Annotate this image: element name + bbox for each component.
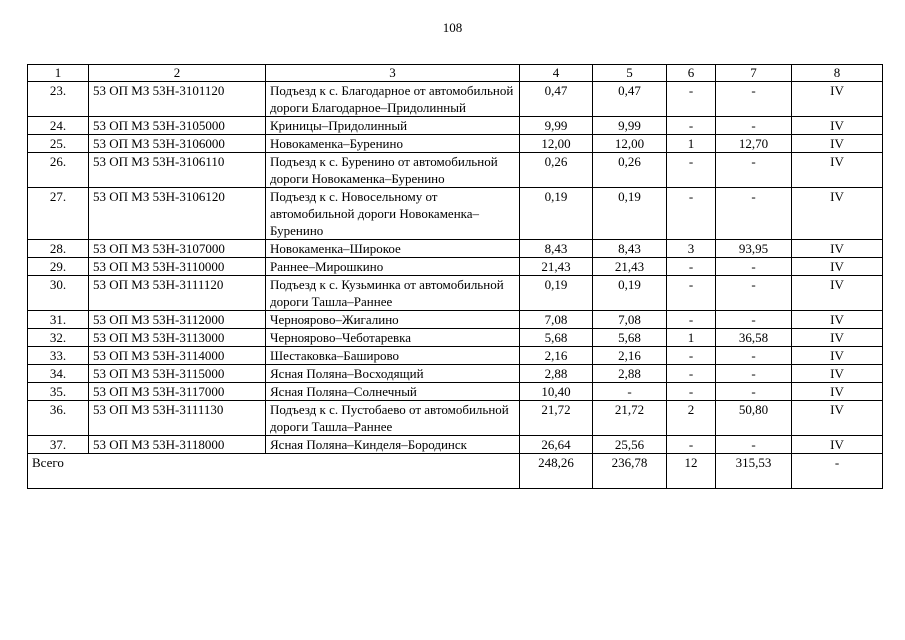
road-id-cell: 53 ОП МЗ 53Н-3106110 — [89, 153, 266, 188]
total-row — [28, 454, 883, 489]
row-number-cell: 26. — [28, 153, 89, 188]
total-length-hard-cell: 236,78 — [593, 454, 667, 489]
road-table — [27, 64, 883, 489]
row-number-cell: 31. — [28, 311, 89, 329]
road-id-cell: 53 ОП МЗ 53Н-3113000 — [89, 329, 266, 347]
category-cell: IV — [792, 258, 883, 276]
table-row — [28, 436, 883, 454]
road-name-cell: Подъезд к с. Новосельному от автомобильной дороги Новокаменка–Буренино — [266, 188, 520, 240]
table-row — [28, 276, 883, 311]
category-cell: IV — [792, 383, 883, 401]
length-cell: 10,40 — [520, 383, 593, 401]
bridges-count-cell: 2 — [667, 401, 716, 436]
bridges-count-cell: - — [667, 347, 716, 365]
row-number-cell: 34. — [28, 365, 89, 383]
bridges-length-cell: - — [716, 347, 792, 365]
road-id-cell: 53 ОП МЗ 53Н-3105000 — [89, 117, 266, 135]
header-cell: 1 — [28, 65, 89, 82]
table-body — [28, 82, 883, 454]
length-hard-cell: 7,08 — [593, 311, 667, 329]
length-cell: 5,68 — [520, 329, 593, 347]
length-hard-cell: 25,56 — [593, 436, 667, 454]
length-cell: 2,16 — [520, 347, 593, 365]
road-name-cell: Новокаменка–Широкое — [266, 240, 520, 258]
road-name-cell: Шестаковка–Баширово — [266, 347, 520, 365]
length-hard-cell: 0,47 — [593, 82, 667, 117]
length-hard-cell: 8,43 — [593, 240, 667, 258]
bridges-length-cell: 12,70 — [716, 135, 792, 153]
bridges-length-cell: - — [716, 436, 792, 454]
road-id-cell: 53 ОП МЗ 53Н-3106120 — [89, 188, 266, 240]
category-cell: IV — [792, 153, 883, 188]
bridges-length-cell: - — [716, 276, 792, 311]
road-name-cell: Подъезд к с. Буренино от автомобильной дороги Новокаменка–Буренино — [266, 153, 520, 188]
row-number-cell: 27. — [28, 188, 89, 240]
table-row — [28, 117, 883, 135]
road-id-cell: 53 ОП МЗ 53Н-3117000 — [89, 383, 266, 401]
length-hard-cell: - — [593, 383, 667, 401]
table-row — [28, 82, 883, 117]
length-cell: 9,99 — [520, 117, 593, 135]
category-cell: IV — [792, 401, 883, 436]
bridges-length-cell: 36,58 — [716, 329, 792, 347]
category-cell: IV — [792, 365, 883, 383]
road-id-cell: 53 ОП МЗ 53Н-3110000 — [89, 258, 266, 276]
length-hard-cell: 12,00 — [593, 135, 667, 153]
category-cell: IV — [792, 82, 883, 117]
road-name-cell: Черноярово–Чеботаревка — [266, 329, 520, 347]
road-id-cell: 53 ОП МЗ 53Н-3112000 — [89, 311, 266, 329]
bridges-length-cell: - — [716, 82, 792, 117]
table-row — [28, 365, 883, 383]
length-cell: 2,88 — [520, 365, 593, 383]
header-cell: 3 — [266, 65, 520, 82]
road-id-cell: 53 ОП МЗ 53Н-3101120 — [89, 82, 266, 117]
road-id-cell: 53 ОП МЗ 53Н-3111130 — [89, 401, 266, 436]
length-hard-cell: 2,88 — [593, 365, 667, 383]
road-name-cell: Черноярово–Жигалино — [266, 311, 520, 329]
category-cell: IV — [792, 240, 883, 258]
header-cell: 5 — [593, 65, 667, 82]
category-cell: IV — [792, 135, 883, 153]
category-cell: IV — [792, 311, 883, 329]
header-cell: 4 — [520, 65, 593, 82]
table-row — [28, 329, 883, 347]
length-cell: 0,26 — [520, 153, 593, 188]
bridges-length-cell: 93,95 — [716, 240, 792, 258]
road-id-cell: 53 ОП МЗ 53Н-3118000 — [89, 436, 266, 454]
row-number-cell: 30. — [28, 276, 89, 311]
road-name-cell: Подъезд к с. Благодарное от автомобильной дороги Благодарное–Придолинный — [266, 82, 520, 117]
total-bridges-count-cell: 12 — [667, 454, 716, 489]
total-label: Всего — [28, 454, 520, 489]
total-category-cell: - — [792, 454, 883, 489]
length-cell: 0,47 — [520, 82, 593, 117]
category-cell: IV — [792, 188, 883, 240]
bridges-length-cell: - — [716, 153, 792, 188]
row-number-cell: 24. — [28, 117, 89, 135]
bridges-count-cell: - — [667, 188, 716, 240]
bridges-count-cell: - — [667, 365, 716, 383]
header-cell: 7 — [716, 65, 792, 82]
length-hard-cell: 21,43 — [593, 258, 667, 276]
length-cell: 26,64 — [520, 436, 593, 454]
table-row — [28, 258, 883, 276]
table-row — [28, 383, 883, 401]
total-length-cell: 248,26 — [520, 454, 593, 489]
table-row — [28, 240, 883, 258]
bridges-count-cell: - — [667, 153, 716, 188]
row-number-cell: 37. — [28, 436, 89, 454]
bridges-count-cell: 3 — [667, 240, 716, 258]
bridges-count-cell: 1 — [667, 135, 716, 153]
category-cell: IV — [792, 347, 883, 365]
bridges-length-cell: - — [716, 188, 792, 240]
row-number-cell: 35. — [28, 383, 89, 401]
road-id-cell: 53 ОП МЗ 53Н-3111120 — [89, 276, 266, 311]
bridges-count-cell: - — [667, 383, 716, 401]
bridges-count-cell: - — [667, 276, 716, 311]
bridges-length-cell: - — [716, 383, 792, 401]
row-number-cell: 25. — [28, 135, 89, 153]
header-cell: 8 — [792, 65, 883, 82]
length-hard-cell: 0,19 — [593, 276, 667, 311]
road-name-cell: Ясная Поляна–Солнечный — [266, 383, 520, 401]
table-row — [28, 188, 883, 240]
bridges-count-cell: 1 — [667, 329, 716, 347]
road-id-cell: 53 ОП МЗ 53Н-3114000 — [89, 347, 266, 365]
length-cell: 0,19 — [520, 188, 593, 240]
length-cell: 0,19 — [520, 276, 593, 311]
category-cell: IV — [792, 329, 883, 347]
length-cell: 7,08 — [520, 311, 593, 329]
bridges-count-cell: - — [667, 258, 716, 276]
bridges-count-cell: - — [667, 311, 716, 329]
road-name-cell: Подъезд к с. Кузьминка от автомобильной дороги Ташла–Раннее — [266, 276, 520, 311]
row-number-cell: 29. — [28, 258, 89, 276]
length-hard-cell: 0,26 — [593, 153, 667, 188]
category-cell: IV — [792, 436, 883, 454]
table-row — [28, 153, 883, 188]
road-id-cell: 53 ОП МЗ 53Н-3106000 — [89, 135, 266, 153]
table-row — [28, 401, 883, 436]
road-name-cell: Криницы–Придолинный — [266, 117, 520, 135]
road-name-cell: Раннее–Мирошкино — [266, 258, 520, 276]
row-number-cell: 32. — [28, 329, 89, 347]
length-cell: 21,43 — [520, 258, 593, 276]
header-row — [28, 65, 883, 82]
bridges-length-cell: 50,80 — [716, 401, 792, 436]
row-number-cell: 33. — [28, 347, 89, 365]
bridges-count-cell: - — [667, 436, 716, 454]
bridges-length-cell: - — [716, 311, 792, 329]
row-number-cell: 28. — [28, 240, 89, 258]
road-name-cell: Подъезд к с. Пустобаево от автомобильной дороги Ташла–Раннее — [266, 401, 520, 436]
road-name-cell: Ясная Поляна–Восходящий — [266, 365, 520, 383]
row-number-cell: 23. — [28, 82, 89, 117]
length-cell: 21,72 — [520, 401, 593, 436]
header-cell: 2 — [89, 65, 266, 82]
bridges-length-cell: - — [716, 365, 792, 383]
road-id-cell: 53 ОП МЗ 53Н-3107000 — [89, 240, 266, 258]
length-hard-cell: 0,19 — [593, 188, 667, 240]
category-cell: IV — [792, 117, 883, 135]
road-id-cell: 53 ОП МЗ 53Н-3115000 — [89, 365, 266, 383]
total-bridges-length-cell: 315,53 — [716, 454, 792, 489]
length-hard-cell: 5,68 — [593, 329, 667, 347]
length-cell: 8,43 — [520, 240, 593, 258]
page-number: 108 — [442, 20, 463, 35]
bridges-count-cell: - — [667, 82, 716, 117]
table-row — [28, 347, 883, 365]
table-row — [28, 135, 883, 153]
bridges-length-cell: - — [716, 117, 792, 135]
category-cell: IV — [792, 276, 883, 311]
length-hard-cell: 21,72 — [593, 401, 667, 436]
length-cell: 12,00 — [520, 135, 593, 153]
road-name-cell: Новокаменка–Буренино — [266, 135, 520, 153]
header-cell: 6 — [667, 65, 716, 82]
row-number-cell: 36. — [28, 401, 89, 436]
road-name-cell: Ясная Поляна–Кинделя–Бородинск — [266, 436, 520, 454]
length-hard-cell: 9,99 — [593, 117, 667, 135]
bridges-count-cell: - — [667, 117, 716, 135]
table-row — [28, 311, 883, 329]
length-hard-cell: 2,16 — [593, 347, 667, 365]
bridges-length-cell: - — [716, 258, 792, 276]
